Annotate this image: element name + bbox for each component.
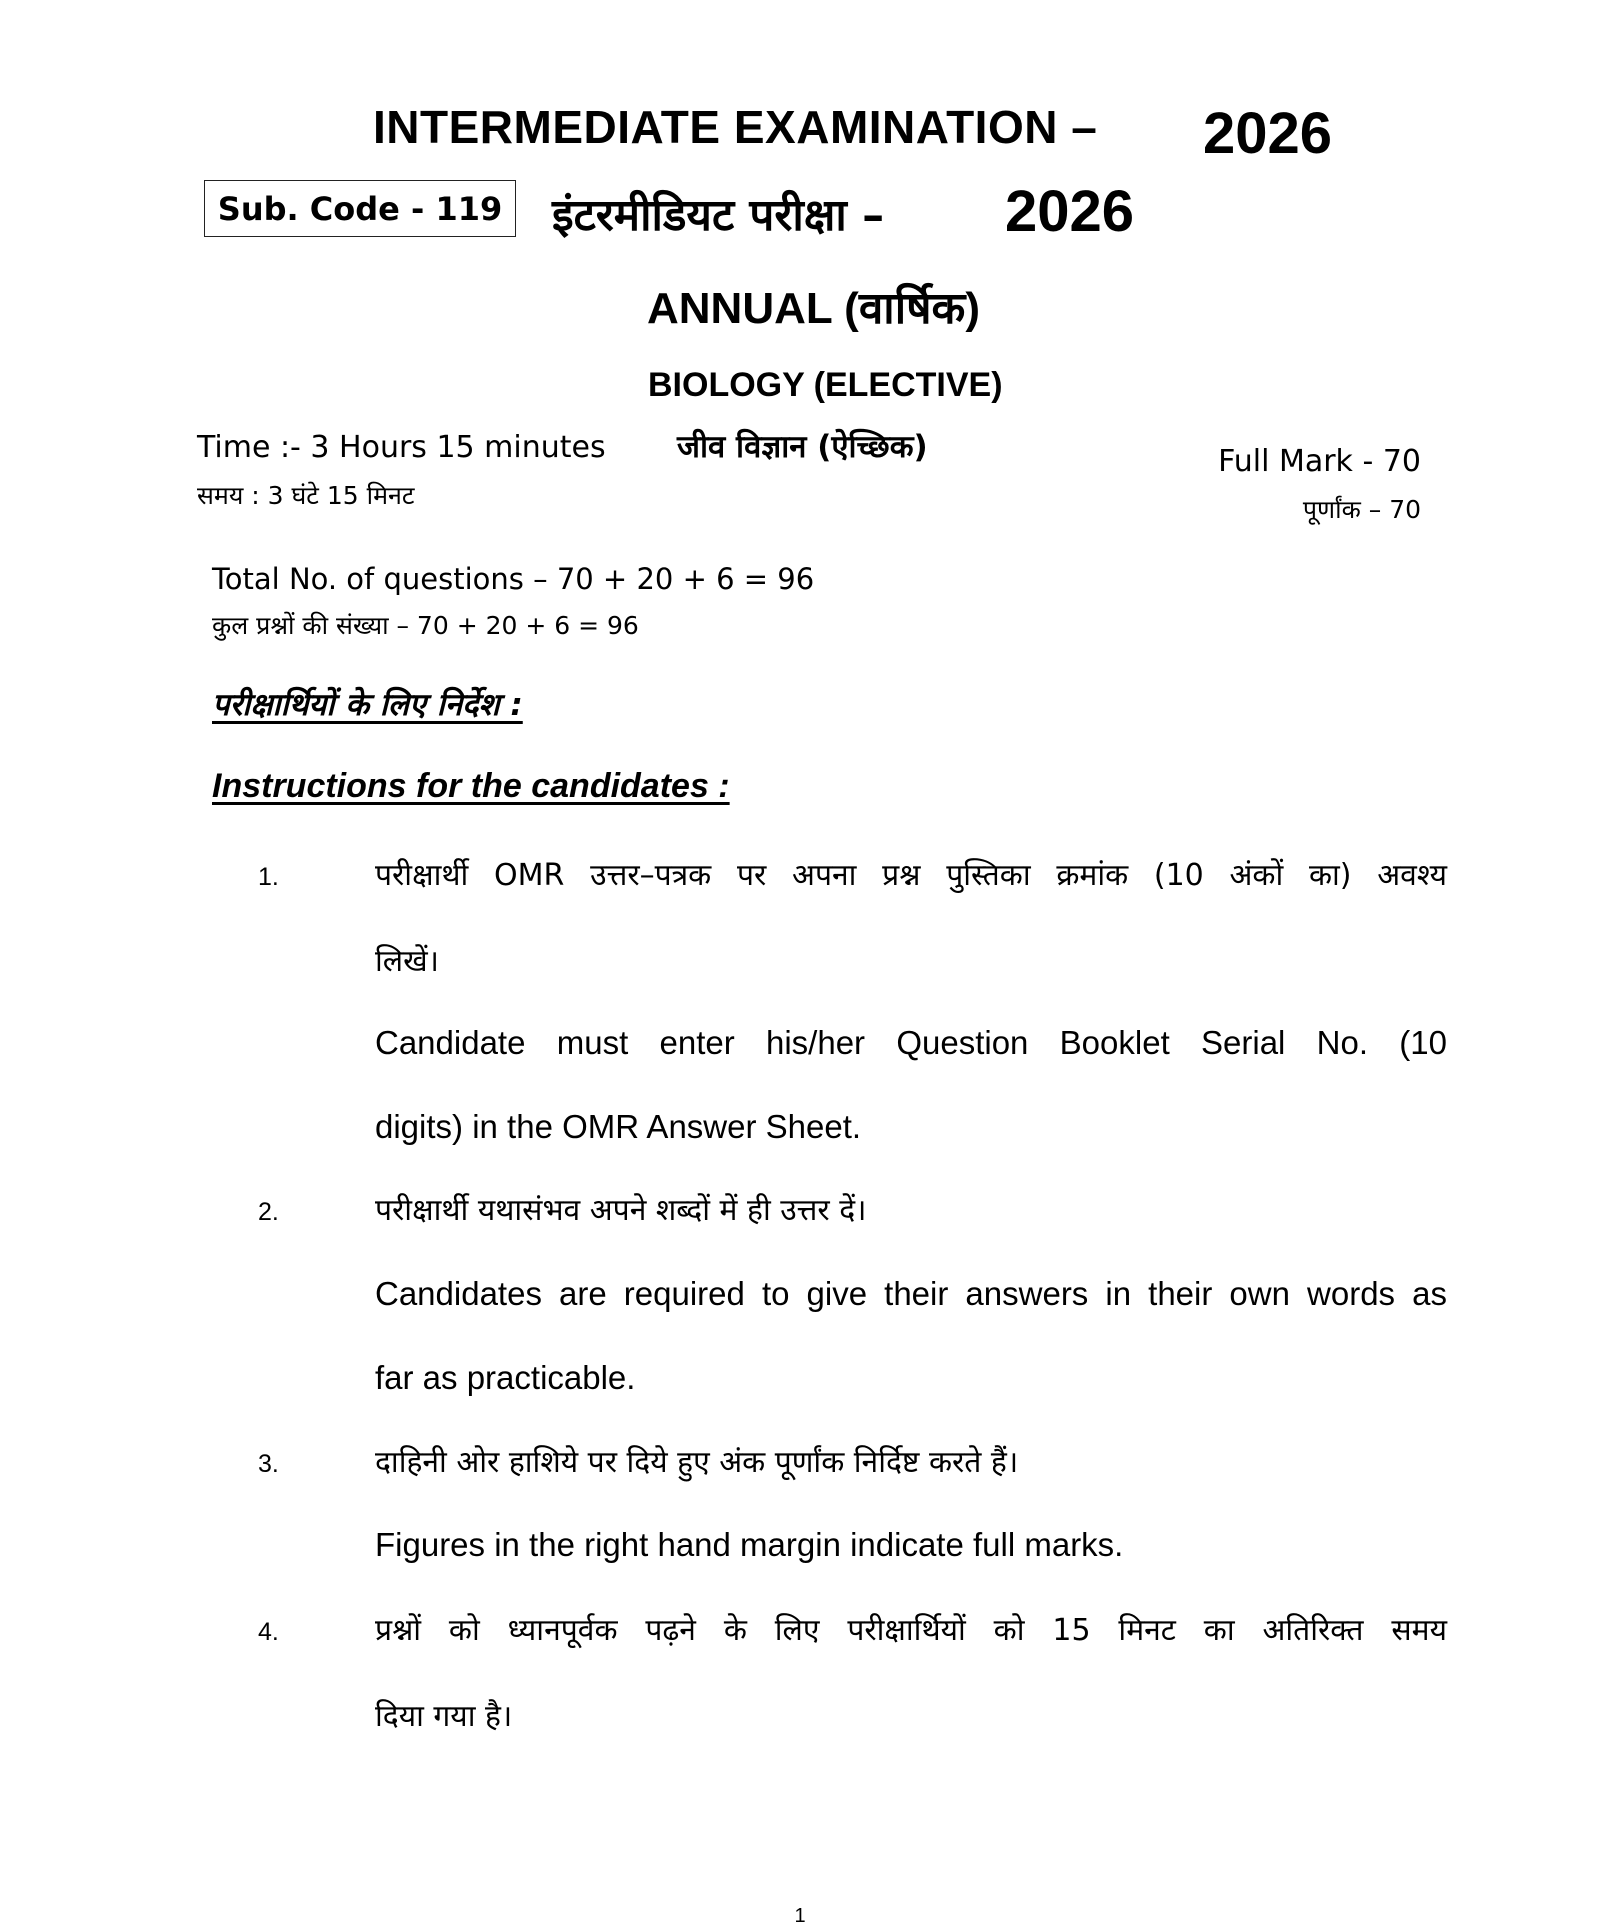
instruction-text-hindi: परीक्षार्थी यथासंभव अपने शब्दों में ही उत्तर दें। — [375, 1193, 867, 1228]
instruction-number: 3. — [258, 1450, 279, 1478]
instruction-text-english: far as practicable. — [375, 1359, 636, 1396]
subject-english: BIOLOGY (ELECTIVE) — [648, 366, 1003, 404]
total-questions-english: Total No. of questions – 70 + 20 + 6 = 96 — [212, 562, 815, 596]
subject-code-box — [204, 180, 516, 237]
instruction-text-hindi: प्रश्नों को ध्यानपूर्वक पढ़ने के लिए परीक्षार्थियों को 15 मिनट का अतिरिक्त समय — [375, 1613, 1447, 1648]
instructions-heading-hindi: परीक्षार्थियों के लिए निर्देश : — [212, 687, 523, 723]
instruction-number: 2. — [258, 1198, 279, 1226]
exam-title-english: INTERMEDIATE EXAMINATION – — [373, 101, 1098, 153]
page-number: 1 — [794, 1905, 806, 1927]
instruction-text-english: Figures in the right hand margin indicate full marks. — [375, 1526, 1124, 1563]
instruction-text-english: Candidate must enter his/her Question Booklet Serial No. (10 — [375, 1024, 1447, 1061]
instructions-heading-english: Instructions for the candidates : — [212, 767, 730, 805]
instruction-text-english: digits) in the OMR Answer Sheet. — [375, 1108, 862, 1145]
instruction-text-hindi: परीक्षार्थी OMR उत्तर–पत्रक पर अपना प्रश्न पुस्तिका क्रमांक (10 अंकों का) अवश्य — [375, 858, 1447, 893]
full-mark-hindi: पूर्णांक – 70 — [1302, 495, 1421, 524]
instruction-number: 4. — [258, 1618, 279, 1646]
instruction-text-hindi: लिखें। — [375, 944, 440, 979]
instruction-number: 1. — [258, 863, 279, 891]
subject-code: Sub. Code - 119 — [217, 189, 503, 228]
total-questions-hindi: कुल प्रश्नों की संख्या – 70 + 20 + 6 = 96 — [212, 611, 639, 640]
instruction-text-english: Candidates are required to give their answers in their own words as — [375, 1275, 1447, 1312]
exam-title-hindi: इंटरमीडियट परीक्षा – — [552, 190, 885, 241]
exam-type: ANNUAL (वार्षिक) — [647, 284, 980, 333]
subject-hindi: जीव विज्ञान (ऐच्छिक) — [677, 429, 928, 465]
time-english: Time :- 3 Hours 15 minutes — [197, 430, 606, 465]
exam-year: 2026 — [1203, 101, 1333, 166]
instruction-text-hindi: दिया गया है। — [375, 1699, 513, 1734]
full-mark-english: Full Mark - 70 — [1218, 444, 1421, 479]
time-hindi: समय : 3 घंटे 15 मिनट — [197, 481, 415, 510]
instruction-text-hindi: दाहिनी ओर हाशिये पर दिये हुए अंक पूर्णांक निर्दिष्ट करते हैं। — [375, 1445, 1019, 1480]
exam-year-hindi-line: 2026 — [1005, 179, 1135, 244]
